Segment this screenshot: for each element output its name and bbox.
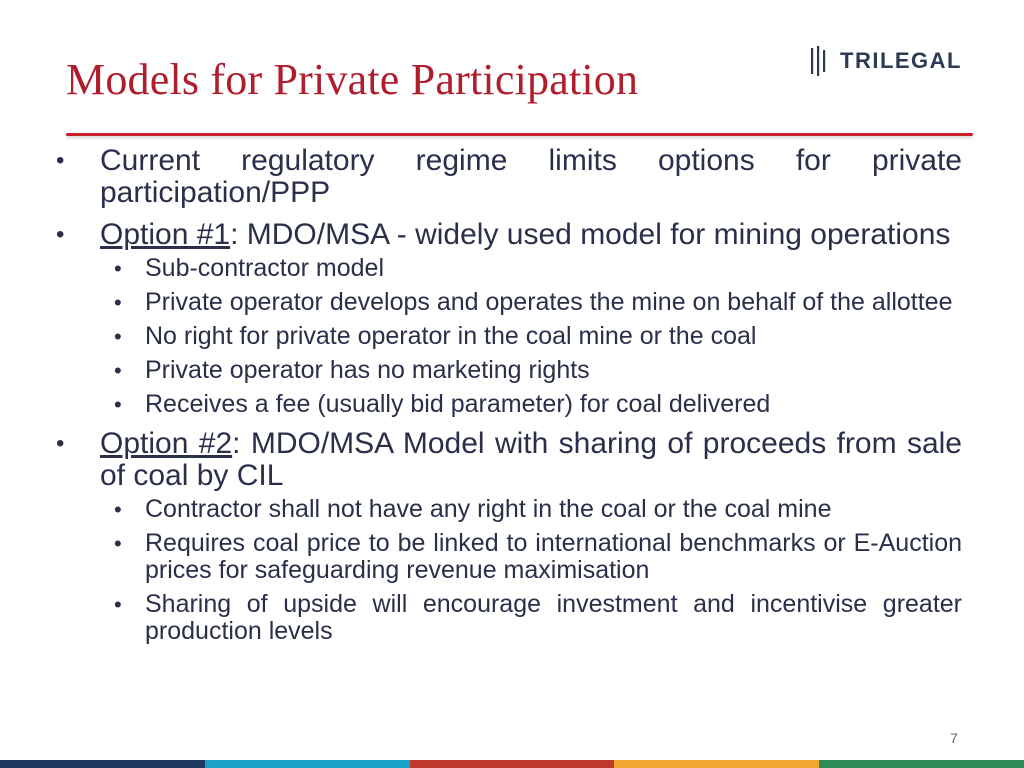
footer-segment xyxy=(0,760,205,768)
bullet-text: Current regulatory regime limits options for private participation/PPP xyxy=(100,144,962,209)
sub-bullet-item: • Private operator has no marketing rights xyxy=(100,357,962,384)
footer-segment xyxy=(614,760,819,768)
slide-body xyxy=(56,145,962,655)
sub-bullet-item: • Receives a fee (usually bid parameter) for coal delivered xyxy=(100,391,962,418)
bullet-item xyxy=(56,219,962,418)
bullet-item xyxy=(56,428,962,645)
sub-bullet-item: • Contractor shall not have any right in the coal or the coal mine xyxy=(100,496,962,523)
page-number: 7 xyxy=(950,730,958,746)
sub-bullet-item: • Requires coal price to be linked to international benchmarks or E-Auction prices for safeguarding revenue maximisation xyxy=(100,530,962,584)
trilegal-bars-icon xyxy=(810,46,828,76)
footer-color-bar xyxy=(0,760,1024,768)
bullet-text: : MDO/MSA - widely used model for mining operations xyxy=(230,218,951,251)
option-2-link[interactable]: Option #2 xyxy=(100,427,233,460)
sub-bullet-item: • No right for private operator in the coal mine or the coal xyxy=(100,323,962,350)
sub-bullet-item: • Private operator develops and operates the mine on behalf of the allottee xyxy=(100,289,962,316)
footer-segment xyxy=(819,760,1024,768)
logo-text: TRILEGAL xyxy=(840,48,962,73)
bullet-item xyxy=(56,145,962,209)
title-divider xyxy=(66,133,973,136)
bullet-list xyxy=(56,145,962,645)
sub-bullet-item: • Sub-contractor model xyxy=(100,255,962,282)
sub-bullet-list xyxy=(100,496,962,645)
bullet-text: : MDO/MSA Model with sharing of proceeds from sale of coal by CIL xyxy=(100,427,962,492)
sub-bullet-list xyxy=(100,255,962,418)
footer-segment xyxy=(205,760,410,768)
footer-segment xyxy=(410,760,615,768)
trilegal-logo xyxy=(810,46,962,76)
sub-bullet-item: • Sharing of upside will encourage investment and incentivise greater production levels xyxy=(100,591,962,645)
slide-title: Models for Private Participation xyxy=(66,55,639,104)
option-1-link[interactable]: Option #1 xyxy=(100,218,231,251)
